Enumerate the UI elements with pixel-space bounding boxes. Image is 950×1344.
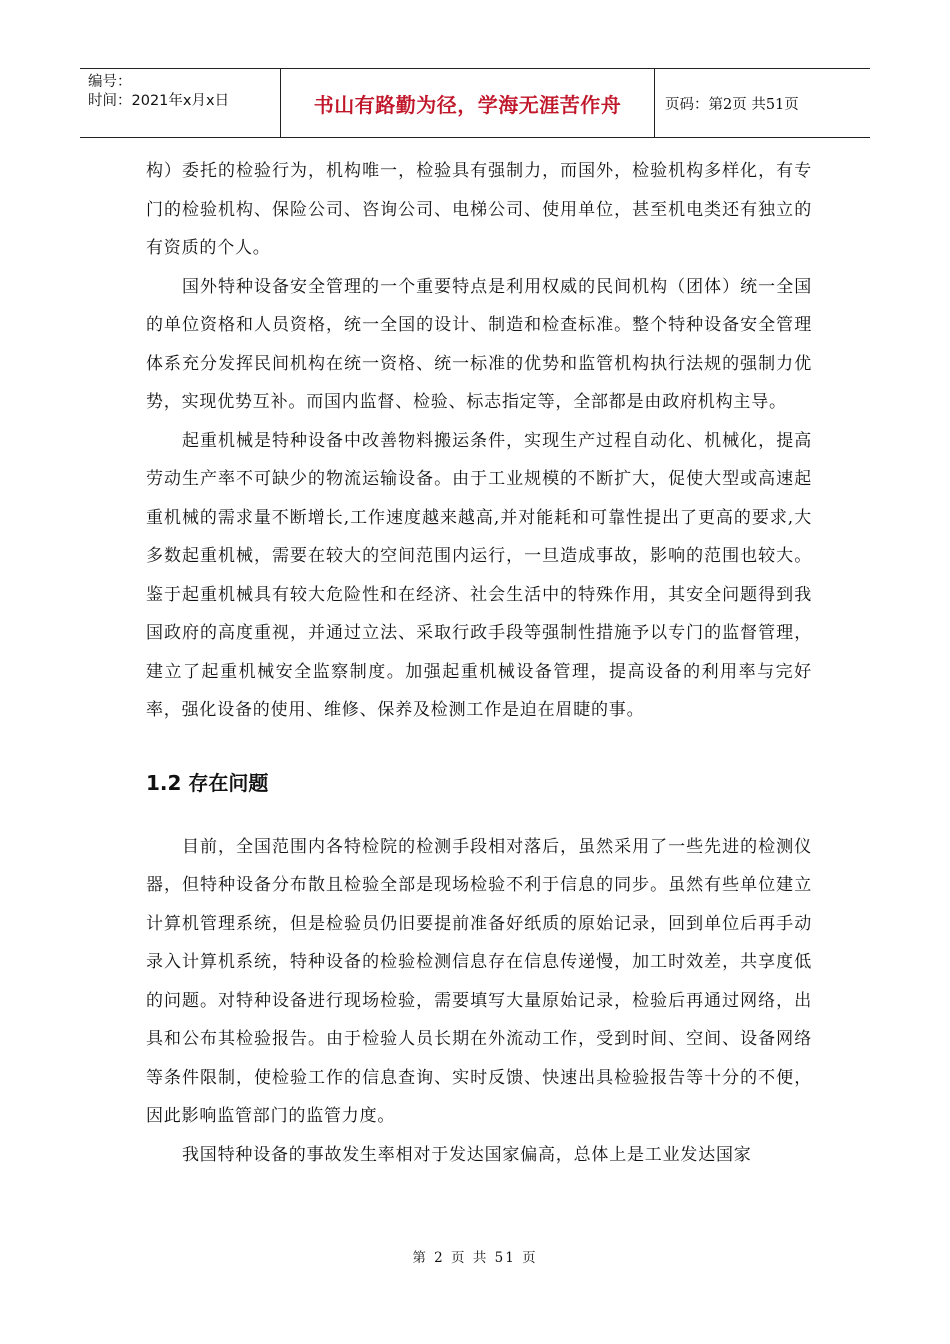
document-body [146,152,812,1174]
header-motto: 书山有路勤为径，学海无涯苦作舟 [280,69,655,137]
paragraph-foreign-management: 国外特种设备安全管理的一个重要特点是利用权威的民间机构（团体）统一全国的单位资格和人员资格，统一全国的设计、制造和检查标准。整个特种设备安全管理体系充分发挥民间机构在统一资格、统一标准的优势和监管机构执行法规的强制力优势，实现优势互补。而国内监督、检验、标志指定等，全部都是由政府机构主导。 [146,276,812,412]
section-heading: 1.2 存在问题 [146,770,269,795]
document-number-label: 编号： [88,74,132,90]
document-date: 时间：2021年x月x日 [88,93,230,109]
header-meta [80,69,280,137]
paragraph-accident-rate: 我国特种设备的事故发生率相对于发达国家偏高，总体上是工业发达国家 [182,1144,752,1165]
paragraph-continued: 构）委托的检验行为，机构唯一，检验具有强制力，而国外，检验机构多样化，有专门的检验机构、保险公司、咨询公司、电梯公司、使用单位，甚至机电类还有独立的有资质的个人。 [146,161,812,258]
paragraph-lifting-machinery: 起重机械是特种设备中改善物料搬运条件，实现生产过程自动化、机械化，提高劳动生产率不可缺少的物流运输设备。由于工业规模的不断扩大，促使大型或高速起重机械的需求量不断增长,工作速度越来越高,并对能耗和可靠性提出了更高的要求,大多数起重机械，需要在较大的空间范围内运行，一旦造成事故，影响的范围也较大。 鉴于起重机械具有较大危险性和在经济、社会生活中的特殊作用，其安全问题得到我国政府的高度重视，并通过立法、采取行政手段等强制性措施予以专门的监督管理，建立了起重机械安全监察制度。加强起重机械设备管理，提高设备的利用率与完好率，强化设备的使用、维修、保养及检测工作是迫在眉睫的事。 [146,430,812,720]
paragraph-current-problems: 目前，全国范围内各特检院的检测手段相对落后，虽然采用了一些先进的检测仪器，但特种设备分布散且检验全部是现场检验不利于信息的同步。虽然有些单位建立计算机管理系统，但是检验员仍旧要提前准备好纸质的原始记录，回到单位后再手动录入计算机系统，特种设备的检验检测信息存在信息传递慢，加工时效差，共享度低的问题。对特种设备进行现场检验，需要填写大量原始记录，检验后再通过网络，出具和公布其检验报告。由于检验人员长期在外流动工作，受到时间、空间、设备网络等条件限制，使检验工作的信息查询、实时反馈、快速出具检验报告等十分的不便，因此影响监管部门的监管力度。 [146,836,812,1126]
page-footer: 第 2 页 共 51 页 [412,1250,538,1266]
header-page-info: 页码：第2页 共51页 [665,96,799,113]
page-header [80,68,870,138]
